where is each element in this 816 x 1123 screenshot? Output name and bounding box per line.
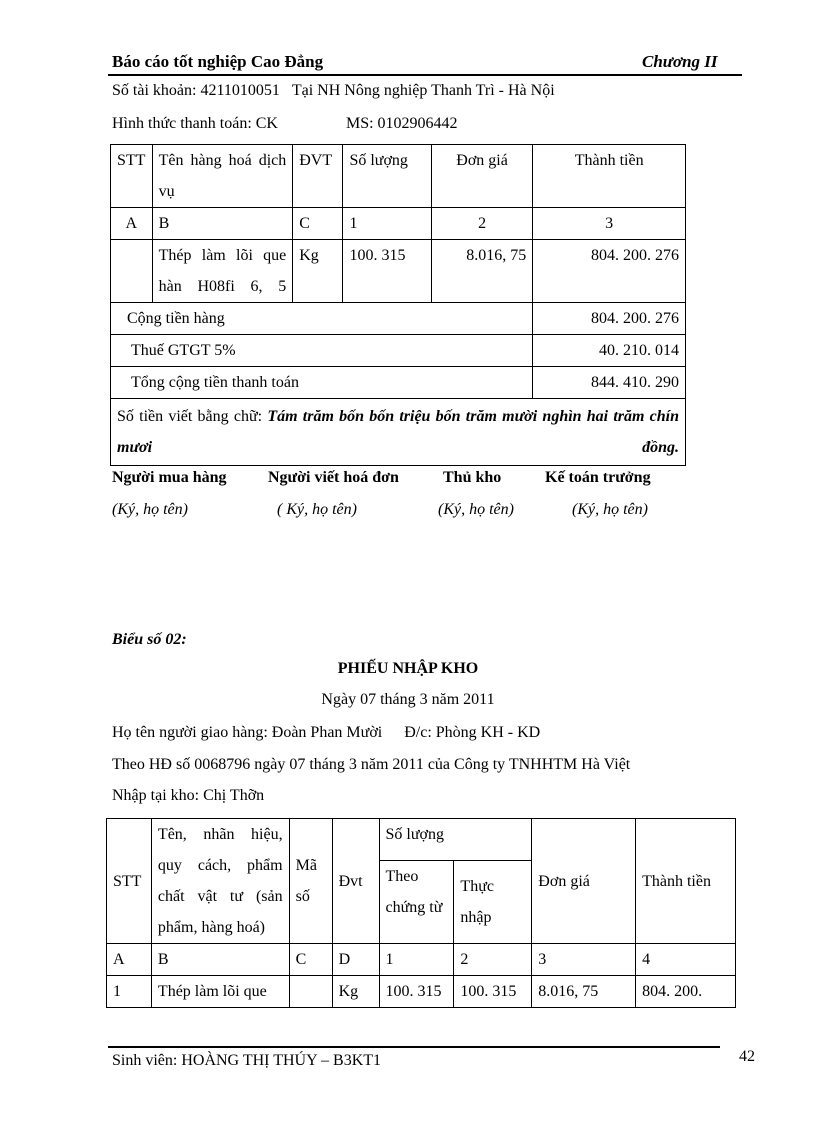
vat-label: Thuế GTGT 5% [111, 335, 533, 367]
receipt-title: PHIẾU NHẬP KHO [337, 660, 479, 677]
subtotal-label: Cộng tiền hàng [111, 303, 533, 335]
total-row [111, 367, 686, 399]
item-stt [111, 240, 153, 303]
col-stt: STT [107, 819, 152, 944]
col-unit: ĐVT [293, 145, 343, 208]
payment-line [112, 115, 458, 133]
code-cell: A [111, 208, 153, 240]
deliverer-line [112, 724, 540, 742]
item-qty-document: 100. 315 [379, 976, 454, 1008]
signature-chief-accountant-note: (Ký, họ tên) [572, 501, 648, 518]
item-price: 8.016, 75 [532, 976, 636, 1008]
item-amount: 804. 200. [636, 976, 736, 1008]
account-number: Số tài khoản: 4211010051 [112, 82, 280, 99]
col-code: Mã số [289, 819, 332, 944]
receipt-table [106, 818, 736, 1008]
total-value: 844. 410. 290 [533, 367, 686, 399]
bank-name: Tại NH Nông nghiệp Thanh Trì - Hà Nội [291, 82, 555, 99]
col-qty-actual: Thực nhập [454, 861, 532, 944]
code-cell: 1 [379, 944, 454, 976]
vat-value: 40. 210. 014 [533, 335, 686, 367]
code-cell: 2 [454, 944, 532, 976]
col-product-name: Tên hàng hoá dịch vụ [152, 145, 293, 208]
invoice-header-row [111, 145, 686, 208]
col-amount: Thành tiền [533, 145, 686, 208]
item-unit: Kg [332, 976, 379, 1008]
item-stt: 1 [107, 976, 152, 1008]
code-cell: B [151, 944, 289, 976]
col-amount: Thành tiền [636, 819, 736, 944]
code-cell: 2 [431, 208, 532, 240]
signature-chief-accountant: Kế toán trưởng [545, 469, 651, 486]
signature-buyer-note: (Ký, họ tên) [112, 501, 188, 518]
invoice-code-row [111, 208, 686, 240]
item-price: 8.016, 75 [431, 240, 532, 303]
item-code [289, 976, 332, 1008]
col-price: Đơn giá [532, 819, 636, 944]
report-title: Báo cáo tốt nghiệp Cao Đẳng [112, 52, 324, 71]
item-quantity: 100. 315 [343, 240, 431, 303]
tax-code: MS: 0102906442 [345, 115, 458, 132]
warehouse-line: Nhập tại kho: Chị Thỡn [112, 787, 265, 804]
signature-buyer: Người mua hàng [112, 469, 227, 486]
item-qty-actual: 100. 315 [454, 976, 532, 1008]
amount-in-words-row [111, 399, 686, 466]
code-cell: 3 [533, 208, 686, 240]
chapter-label: Chương II [642, 52, 718, 71]
item-name: Thép làm lõi que [151, 976, 289, 1008]
col-quantity: Số lượng [343, 145, 431, 208]
col-price: Đơn giá [431, 145, 532, 208]
invoice-table [110, 144, 686, 466]
signature-invoice-writer-note: ( Ký, họ tên) [277, 501, 357, 518]
code-cell: 3 [532, 944, 636, 976]
invoice-item-row [111, 240, 686, 303]
code-cell: D [332, 944, 379, 976]
footer-rule [108, 1046, 720, 1048]
signature-invoice-writer: Người viết hoá đơn [268, 469, 399, 486]
code-cell: B [152, 208, 293, 240]
subtotal-value: 804. 200. 276 [533, 303, 686, 335]
subtotal-row [111, 303, 686, 335]
signature-storekeeper-note: (Ký, họ tên) [438, 501, 514, 518]
form-number: Biểu số 02: [112, 631, 187, 648]
signature-storekeeper: Thủ kho [443, 469, 502, 486]
col-item-description: Tên, nhãn hiệu, quy cách, phẩm chất vật tư (sản phẩm, hàng hoá) [151, 819, 289, 944]
payment-method: Hình thức thanh toán: CK [112, 115, 278, 132]
receipt-code-row [107, 944, 736, 976]
account-line [112, 82, 555, 100]
total-label: Tổng cộng tiền thanh toán [111, 367, 533, 399]
code-cell: 1 [343, 208, 431, 240]
words-value: Tám trăm bốn bốn triệu bốn trăm mười nghìn hai trăm chín mươi đồng. [117, 408, 680, 456]
item-name: Thép làm lõi que hàn H08fi 6, 5 [152, 240, 293, 303]
col-quantity-group: Số lượng [379, 819, 532, 861]
page-number: 42 [739, 1048, 755, 1065]
col-stt: STT [111, 145, 153, 208]
item-amount: 804. 200. 276 [533, 240, 686, 303]
receipt-item-row [107, 976, 736, 1008]
student-name: Sinh viên: HOÀNG THỊ THÚY – B3KT1 [112, 1052, 382, 1069]
header-rule [108, 74, 742, 76]
contract-line: Theo HĐ số 0068796 ngày 07 tháng 3 năm 2011 của Công ty TNHHTM Hà Việt [112, 756, 631, 773]
receipt-date: Ngày 07 tháng 3 năm 2011 [321, 691, 495, 708]
vat-row [111, 335, 686, 367]
deliverer-address: Đ/c: Phòng KH - KD [404, 724, 541, 741]
receipt-header-row-1 [107, 819, 736, 861]
item-unit: Kg [293, 240, 343, 303]
code-cell: C [293, 208, 343, 240]
deliverer-name: Họ tên người giao hàng: Đoàn Phan Mười [112, 724, 383, 741]
col-qty-by-document: Theo chứng từ [379, 861, 454, 944]
code-cell: C [289, 944, 332, 976]
words-label: Số tiền viết bằng chữ: [117, 408, 263, 425]
code-cell: 4 [636, 944, 736, 976]
col-unit: Đvt [332, 819, 379, 944]
code-cell: A [107, 944, 152, 976]
amount-in-words [111, 399, 686, 466]
